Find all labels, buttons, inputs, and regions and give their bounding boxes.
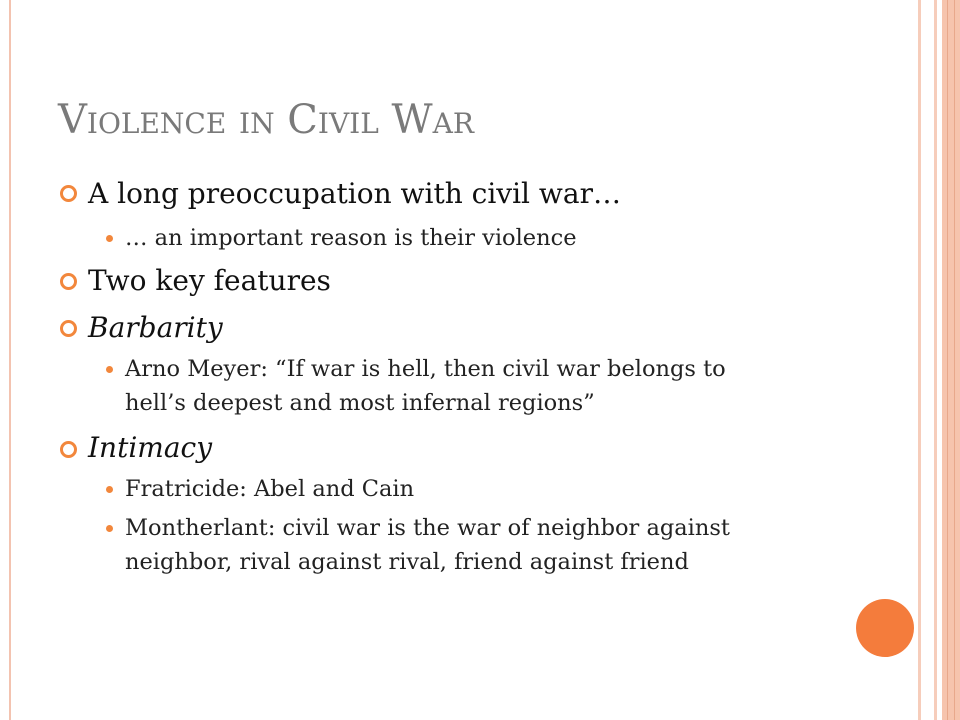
stripe xyxy=(921,0,934,720)
sub-bullet-text: hell’s deepest and most infernal regions” xyxy=(125,390,595,416)
dot-bullet-icon xyxy=(106,235,113,242)
stripe xyxy=(954,0,955,720)
ring-bullet-icon xyxy=(60,273,77,290)
sub-bullet-text: Fratricide: Abel and Cain xyxy=(125,476,415,502)
bullet-text: Intimacy xyxy=(88,431,213,464)
sub-bullet-text: Montherlant: civil war is the war of neighbor against xyxy=(125,515,730,541)
dot-bullet-icon xyxy=(106,486,113,493)
slide-title: Violence in Civil War xyxy=(58,97,474,143)
dot-bullet-icon xyxy=(106,366,113,373)
bullet-text: A long preoccupation with civil war… xyxy=(88,177,621,210)
bullet-text: Two key features xyxy=(88,264,331,297)
bullet-text: Barbarity xyxy=(88,311,223,344)
ring-bullet-icon xyxy=(60,320,77,337)
ring-bullet-icon xyxy=(60,185,77,202)
stripe xyxy=(942,0,960,720)
sub-bullet-text: … an important reason is their violence xyxy=(125,225,577,251)
dot-bullet-icon xyxy=(106,525,113,532)
sub-bullet-text: neighbor, rival against rival, friend against friend xyxy=(125,549,689,575)
stripe xyxy=(947,0,948,720)
sub-bullet-text: Arno Meyer: “If war is hell, then civil war belongs to xyxy=(125,356,726,382)
ring-bullet-icon xyxy=(60,441,77,458)
right-decorative-stripes xyxy=(918,0,960,720)
